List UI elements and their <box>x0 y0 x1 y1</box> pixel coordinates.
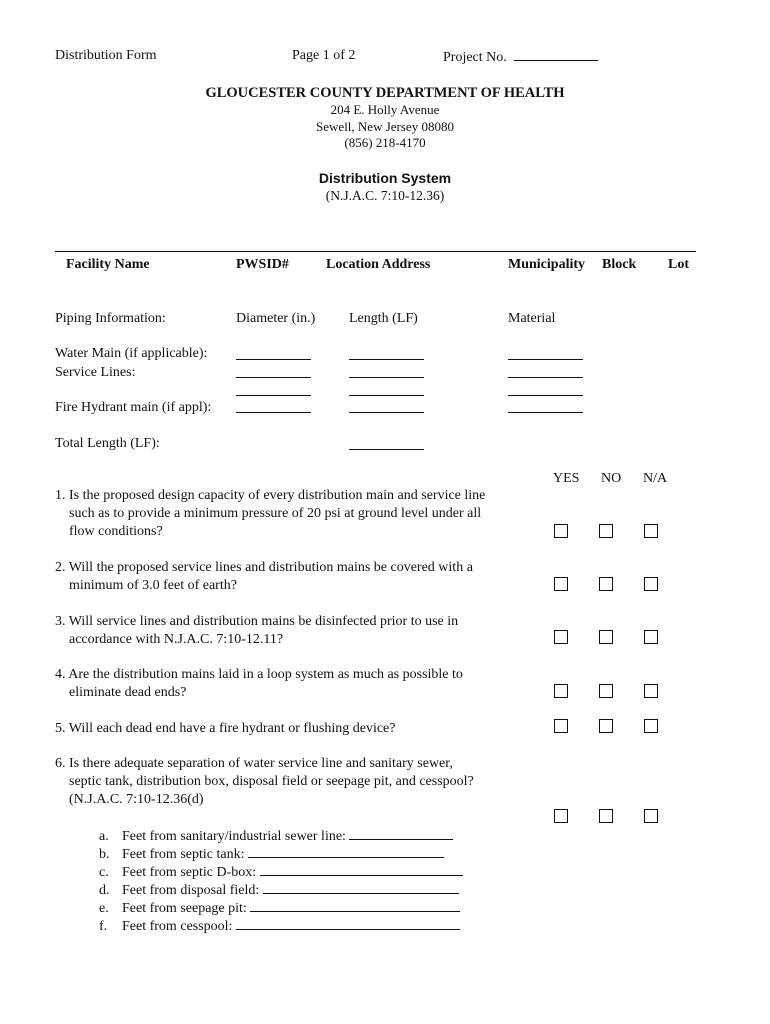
question-2-line-1: 2. Will the proposed service lines and distribution mains be covered with a <box>55 560 473 575</box>
no-header: NO <box>601 471 622 486</box>
seepage-pit-feet-field[interactable] <box>250 898 460 912</box>
total-length-label: Total Length (LF): <box>55 436 160 451</box>
question-5-line-1: 5. Will each dead end have a fire hydrant or flushing device? <box>55 721 396 736</box>
service-lines-diameter-field[interactable] <box>236 377 311 378</box>
service-lines-material-field[interactable] <box>508 377 583 378</box>
q4-yes-checkbox[interactable] <box>554 684 568 698</box>
question-3-line-2: accordance with N.J.A.C. 7:10-12.11? <box>69 632 284 647</box>
yes-header: YES <box>553 471 580 486</box>
question-2-line-2: minimum of 3.0 feet of earth? <box>69 578 237 593</box>
block-header: Block <box>602 257 637 272</box>
separation-letter: c. <box>99 865 109 880</box>
facility-name-header: Facility Name <box>66 257 150 272</box>
separation-disposal-field <box>99 880 459 900</box>
water-main-material-field[interactable] <box>508 359 583 360</box>
q3-no-checkbox[interactable] <box>599 630 613 644</box>
material-header: Material <box>508 311 556 326</box>
water-main-label: Water Main (if applicable): <box>55 346 208 361</box>
separation-septic-dbox <box>99 862 463 882</box>
diameter-header: Diameter (in.) <box>236 311 316 326</box>
q6-no-checkbox[interactable] <box>599 809 613 823</box>
sewer-line-feet-field[interactable] <box>349 826 453 840</box>
separation-label: Feet from disposal field: <box>122 883 260 898</box>
service-lines-length-field-2[interactable] <box>349 395 424 396</box>
piping-information-label: Piping Information: <box>55 311 166 326</box>
q5-na-checkbox[interactable] <box>644 719 658 733</box>
agency-address-line2: Sewell, New Jersey 08080 <box>316 119 454 134</box>
project-number-label: Project No. <box>443 50 507 65</box>
separation-label: Feet from cesspool: <box>122 919 233 934</box>
lot-header: Lot <box>668 257 689 272</box>
q4-no-checkbox[interactable] <box>599 684 613 698</box>
municipality-header: Municipality <box>508 257 586 272</box>
q4-na-checkbox[interactable] <box>644 684 658 698</box>
agency-name: GLOUCESTER COUNTY DEPARTMENT OF HEALTH <box>205 85 565 101</box>
service-lines-material-field-2[interactable] <box>508 395 583 396</box>
q5-yes-checkbox[interactable] <box>554 719 568 733</box>
q2-yes-checkbox[interactable] <box>554 577 568 591</box>
question-5 <box>55 720 535 738</box>
water-main-length-field[interactable] <box>349 359 424 360</box>
page-number: Page 1 of 2 <box>292 48 356 63</box>
separation-letter: b. <box>99 847 110 862</box>
septic-dbox-feet-field[interactable] <box>260 862 463 876</box>
separation-seepage-pit <box>99 898 460 918</box>
separation-letter: a. <box>99 829 109 844</box>
q3-yes-checkbox[interactable] <box>554 630 568 644</box>
question-6 <box>55 755 535 809</box>
separation-septic-tank <box>99 844 444 864</box>
separation-label: Feet from sanitary/industrial sewer line: <box>122 829 346 844</box>
q6-na-checkbox[interactable] <box>644 809 658 823</box>
agency-phone: (856) 218-4170 <box>344 135 426 150</box>
q5-no-checkbox[interactable] <box>599 719 613 733</box>
project-number-input[interactable] <box>514 47 598 61</box>
fire-hydrant-diameter-field[interactable] <box>236 412 311 413</box>
page-title: Distribution System <box>318 170 452 186</box>
q6-yes-checkbox[interactable] <box>554 809 568 823</box>
separation-label: Feet from septic D-box: <box>122 865 257 880</box>
separation-label: Feet from seepage pit: <box>122 901 247 916</box>
service-lines-label: Service Lines: <box>55 365 136 380</box>
q1-na-checkbox[interactable] <box>644 524 658 538</box>
service-lines-length-field[interactable] <box>349 377 424 378</box>
location-address-header: Location Address <box>326 257 431 272</box>
question-6-line-2: septic tank, distribution box, disposal field or seepage pit, and cesspool? <box>69 774 474 789</box>
question-6-line-3: (N.J.A.C. 7:10-12.36(d) <box>69 792 204 807</box>
header-rule <box>55 251 696 252</box>
q2-no-checkbox[interactable] <box>599 577 613 591</box>
total-length-field[interactable] <box>349 449 424 450</box>
service-lines-diameter-field-2[interactable] <box>236 395 311 396</box>
separation-letter: e. <box>99 901 109 916</box>
fire-hydrant-length-field[interactable] <box>349 412 424 413</box>
form-name: Distribution Form <box>55 48 157 63</box>
agency-address-line1: 204 E. Holly Avenue <box>330 102 440 117</box>
cesspool-feet-field[interactable] <box>236 916 460 930</box>
question-1 <box>55 487 535 541</box>
question-1-line-1: 1. Is the proposed design capacity of every distribution main and service line <box>55 488 486 503</box>
question-3 <box>55 613 535 649</box>
question-3-line-1: 3. Will service lines and distribution mains be disinfected prior to use in <box>55 614 459 629</box>
separation-letter: f. <box>99 919 108 934</box>
question-4-line-2: eliminate dead ends? <box>69 685 187 700</box>
septic-tank-feet-field[interactable] <box>248 844 444 858</box>
q1-yes-checkbox[interactable] <box>554 524 568 538</box>
q3-na-checkbox[interactable] <box>644 630 658 644</box>
question-6-line-1: 6. Is there adequate separation of water service line and sanitary sewer, <box>55 756 453 771</box>
separation-label: Feet from septic tank: <box>122 847 245 862</box>
length-header: Length (LF) <box>349 311 418 326</box>
water-main-diameter-field[interactable] <box>236 359 311 360</box>
question-4 <box>55 666 535 702</box>
na-header: N/A <box>643 471 668 486</box>
separation-letter: d. <box>99 883 110 898</box>
q1-no-checkbox[interactable] <box>599 524 613 538</box>
pwsid-header: PWSID# <box>236 257 289 272</box>
question-1-line-2: such as to provide a minimum pressure of 20 psi at ground level under all <box>69 506 482 521</box>
question-4-line-1: 4. Are the distribution mains laid in a loop system as much as possible to <box>55 667 463 682</box>
disposal-field-feet-field[interactable] <box>263 880 459 894</box>
page-citation: (N.J.A.C. 7:10-12.36) <box>325 188 445 203</box>
fire-hydrant-material-field[interactable] <box>508 412 583 413</box>
fire-hydrant-label: Fire Hydrant main (if appl): <box>55 400 212 415</box>
separation-sewer-line <box>99 826 453 846</box>
q2-na-checkbox[interactable] <box>644 577 658 591</box>
project-number-field <box>443 47 598 66</box>
separation-cesspool <box>99 916 460 936</box>
question-1-line-3: flow conditions? <box>69 524 163 539</box>
question-2 <box>55 559 535 595</box>
